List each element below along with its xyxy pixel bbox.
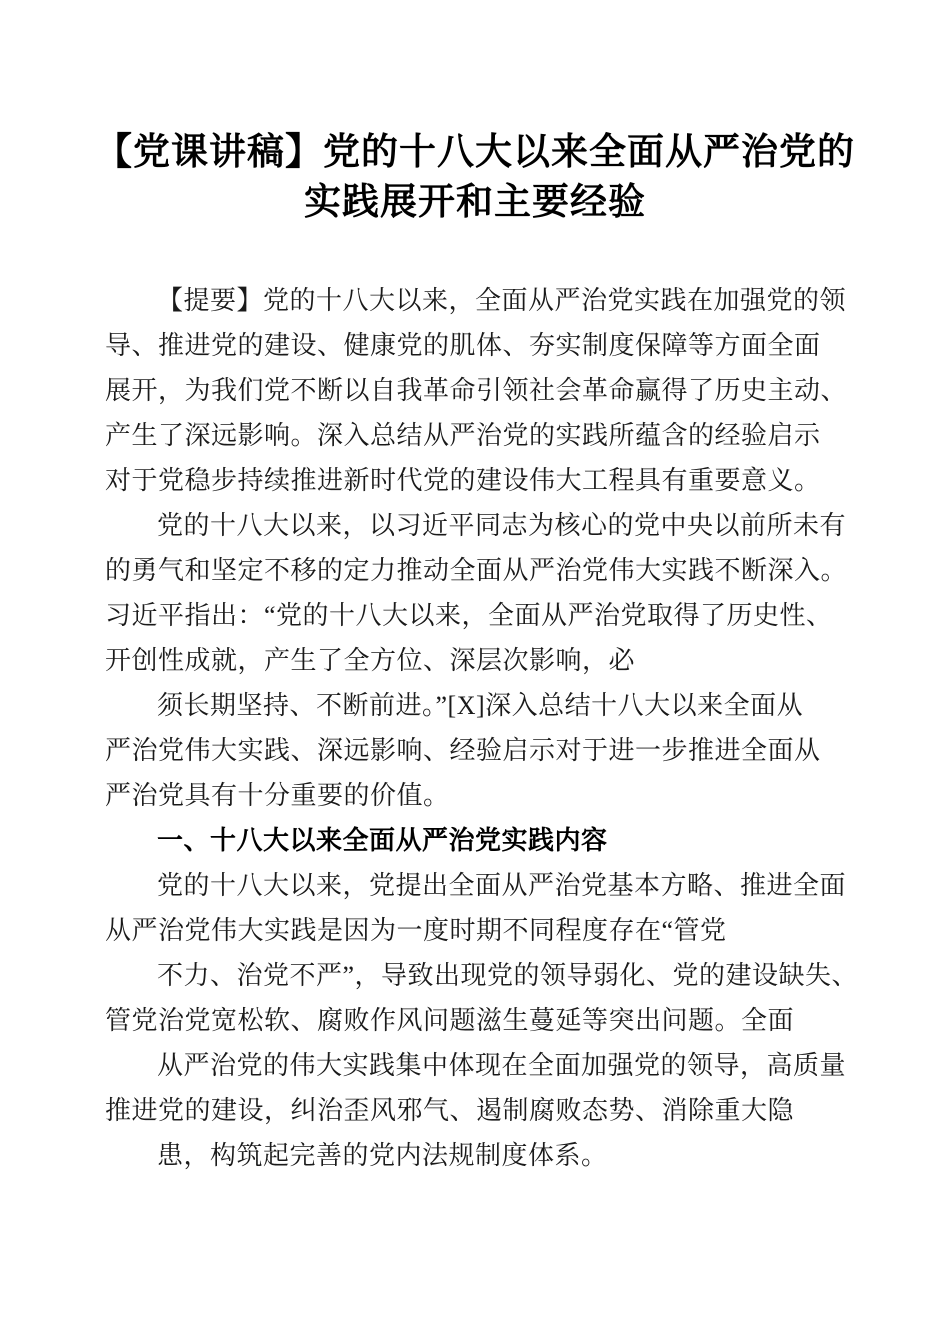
body-text-line: 党的十八大以来，党提出全面从严治党基本方略、推进全面	[157, 871, 847, 900]
body-text-line: 从严治党的伟大实践集中体现在全面加强党的领导，高质量	[157, 1051, 847, 1080]
body-text-line: 不力、治党不严”，导致出现党的领导弱化、党的建设缺失、	[157, 961, 859, 990]
body-text-line: 须长期坚持、不断前进。”[X]深入总结十八大以来全面从	[157, 691, 804, 720]
body-text-line: 习近平指出：“党的十八大以来，全面从严治党取得了历史性、	[105, 601, 833, 630]
document-body	[105, 278, 859, 1178]
body-text-line: 产生了深远影响。深入总结从严治党的实践所蕴含的经验启示	[105, 421, 821, 450]
body-text-line: 开创性成就，产生了全方位、深层次影响，必	[105, 646, 636, 675]
body-text-line: 从严治党伟大实践是因为一度时期不同程度存在“管党	[105, 916, 727, 945]
document-title-line-2: 实践展开和主要经验	[304, 182, 646, 223]
body-text-line: 严治党伟大实践、深远影响、经验启示对于进一步推进全面从	[105, 736, 821, 765]
body-text-line: 患，构筑起完善的党内法规制度体系。	[157, 1141, 608, 1170]
section-heading: 一、十八大以来全面从严治党实践内容	[157, 825, 608, 855]
body-text-line: 【提要】党的十八大以来，全面从严治党实践在加强党的领	[157, 286, 847, 315]
body-text-line: 管党治党宽松软、腐败作风问题滋生蔓延等突出问题。全面	[105, 1006, 795, 1035]
document-title	[0, 0, 950, 228]
body-text-line: 导、推进党的建设、健康党的肌体、夯实制度保障等方面全面	[105, 331, 821, 360]
body-text-line: 对于党稳步持续推进新时代党的建设伟大工程具有重要意义。	[105, 466, 821, 495]
body-text-line: 的勇气和坚定不移的定力推动全面从严治党伟大实践不断深入。	[105, 556, 848, 585]
body-text-line: 推进党的建设，纠治歪风邪气、遏制腐败态势、消除重大隐	[105, 1096, 795, 1125]
body-text-line: 党的十八大以来，以习近平同志为核心的党中央以前所未有	[157, 511, 847, 540]
body-text-line: 严治党具有十分重要的价值。	[105, 781, 450, 810]
document-title-line-1: 【党课讲稿】党的十八大以来全面从严治党的	[95, 132, 855, 173]
body-text-line: 展开，为我们党不断以自我革命引领社会革命赢得了历史主动、	[105, 376, 848, 405]
